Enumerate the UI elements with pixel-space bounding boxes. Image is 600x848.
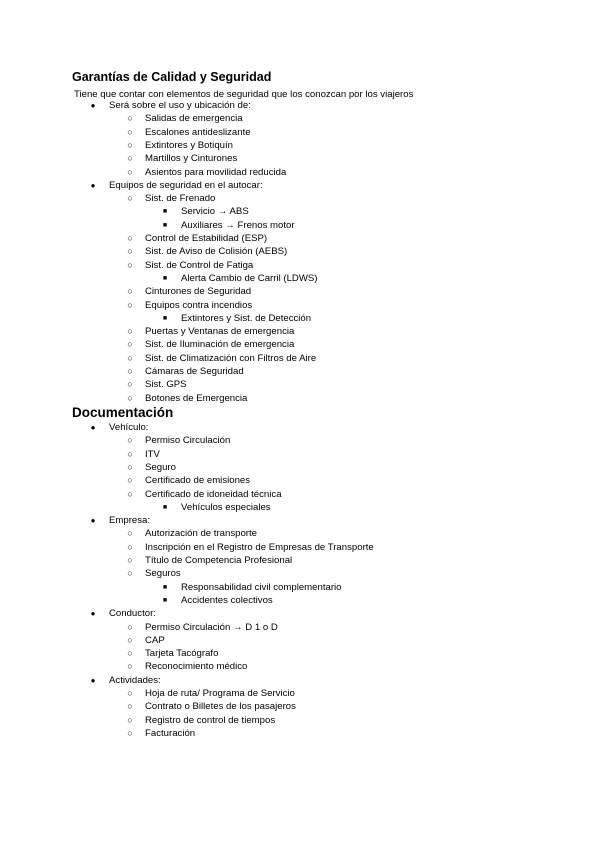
hollow-circle-bullet-icon: ○ xyxy=(127,379,133,390)
list-item-text: Alerta Cambio de Carril (LDWS) xyxy=(181,272,318,284)
filled-circle-bullet-icon: ● xyxy=(90,609,96,619)
hollow-circle-bullet-icon: ○ xyxy=(127,621,133,632)
hollow-circle-bullet-icon: ○ xyxy=(127,701,133,712)
list-item-text: Sist. de Iluminación de emergencia xyxy=(145,339,295,351)
square-bullet-icon: ■ xyxy=(162,503,168,511)
list-item-text: Hoja de ruta/ Programa de Servicio xyxy=(145,688,295,699)
list-item-text: Sist. de Control de Fatiga xyxy=(145,259,254,271)
list-item-text: Seguros xyxy=(145,568,181,580)
square-bullet-icon: ■ xyxy=(162,208,168,216)
hollow-circle-bullet-icon: ○ xyxy=(127,286,133,297)
list-item-text: Inscripción en el Registro de Empresas de Transporte xyxy=(145,541,374,553)
square-bullet-icon: ■ xyxy=(162,583,168,591)
list-item-text: Martillos y Cinturones xyxy=(145,153,238,165)
list-item-text: Escalones antideslizante xyxy=(145,126,251,138)
hollow-circle-bullet-icon: ○ xyxy=(127,193,133,204)
square-bullet-icon: ■ xyxy=(162,314,168,322)
list-item-text: Vehículos especiales xyxy=(181,501,271,513)
list-item-text: Vehículo: xyxy=(109,422,149,433)
list-item-text: Seguro xyxy=(145,461,176,473)
square-bullet-icon: ■ xyxy=(162,274,168,282)
list-item-text: Tarjeta Tacógrafo xyxy=(145,648,219,660)
list-item-text: Asientos para movilidad reducida xyxy=(145,166,287,178)
list-item-text: ITV xyxy=(145,448,160,460)
hollow-circle-bullet-icon: ○ xyxy=(127,435,133,446)
hollow-circle-bullet-icon: ○ xyxy=(127,299,133,310)
list-item-text: Accidentes colectivos xyxy=(181,594,273,606)
hollow-circle-bullet-icon: ○ xyxy=(127,555,133,565)
list-item-text: Extintores y Sist. de Detección xyxy=(181,312,312,324)
list-item-text: Reconocimiento médico xyxy=(145,661,248,673)
list-item-text: Salidas de emergencia xyxy=(145,113,243,125)
filled-circle-bullet-icon: ● xyxy=(90,675,96,685)
list-item-text: Facturación xyxy=(145,727,196,739)
hollow-circle-bullet-icon: ○ xyxy=(127,339,133,350)
list-item-text: Sist. de Climatización con Filtros de Aire xyxy=(145,352,317,364)
hollow-circle-bullet-icon: ○ xyxy=(127,126,133,137)
list-item-text: Botones de Emergencia xyxy=(145,392,248,404)
square-bullet-icon: ■ xyxy=(162,596,168,604)
list-item-text: Extintores y Botiquín xyxy=(145,139,233,151)
list-item-text: Puertas y Ventanas de emergencia xyxy=(145,326,295,338)
section-title-quality-safety: Garantías de Calidad y Seguridad xyxy=(72,70,272,84)
hollow-circle-bullet-icon: ○ xyxy=(127,541,133,552)
list-item-text: Permiso Circulación → D 1 o D xyxy=(145,621,278,633)
filled-circle-bullet-icon: ● xyxy=(90,101,96,110)
list-item-text: Conductor: xyxy=(109,608,156,620)
hollow-circle-bullet-icon: ○ xyxy=(127,366,133,376)
list-item-text: Será sobre el uso y ubicación de: xyxy=(109,100,251,111)
list-item-text: CAP xyxy=(145,634,165,646)
hollow-circle-bullet-icon: ○ xyxy=(127,352,133,363)
hollow-circle-bullet-icon: ○ xyxy=(127,448,133,459)
list-item-text: Sist. de Aviso de Colisión (AEBS) xyxy=(145,246,288,258)
list-item-text: Actividades: xyxy=(109,674,161,686)
hollow-circle-bullet-icon: ○ xyxy=(127,688,133,698)
list-item-text: Sist. GPS xyxy=(145,379,187,391)
section-intro: Tiene que contar con elementos de seguridad que los conozcan por los viajeros xyxy=(74,89,414,100)
list-item-text: Certificado de emisiones xyxy=(145,475,251,487)
list-item-text: Cámaras de Seguridad xyxy=(145,366,244,377)
list-item-text: Equipos de seguridad en el autocar: xyxy=(109,179,263,191)
section-title-documentation: Documentación xyxy=(72,405,174,420)
hollow-circle-bullet-icon: ○ xyxy=(127,392,133,403)
list-item-text: Auxiliares → Frenos motor xyxy=(181,219,295,231)
hollow-circle-bullet-icon: ○ xyxy=(127,727,133,738)
hollow-circle-bullet-icon: ○ xyxy=(127,461,133,472)
hollow-circle-bullet-icon: ○ xyxy=(127,139,133,150)
hollow-circle-bullet-icon: ○ xyxy=(127,528,133,539)
list-item-text: Sist. de Frenado xyxy=(145,193,216,205)
hollow-circle-bullet-icon: ○ xyxy=(127,153,133,164)
hollow-circle-bullet-icon: ○ xyxy=(127,326,133,337)
list-item-text: Equipos contra incendios xyxy=(145,299,253,311)
list-item-text: Autorización de transporte xyxy=(145,528,257,540)
list-item-text: Control de Estabilidad (ESP) xyxy=(145,233,268,244)
list-item-text: Cinturones de Seguridad xyxy=(145,286,252,298)
list-item-text: Servicio → ABS xyxy=(181,206,249,218)
list-item-text: Responsabilidad civil complementario xyxy=(181,581,342,593)
hollow-circle-bullet-icon: ○ xyxy=(127,475,133,486)
list-item-text: Permiso Circulación xyxy=(145,435,231,447)
hollow-circle-bullet-icon: ○ xyxy=(127,634,133,645)
hollow-circle-bullet-icon: ○ xyxy=(127,568,133,579)
list-item-text: Empresa: xyxy=(109,515,151,527)
square-bullet-icon: ■ xyxy=(162,221,168,229)
hollow-circle-bullet-icon: ○ xyxy=(127,488,133,499)
list-item-text: Certificado de idoneidad técnica xyxy=(145,488,282,500)
hollow-circle-bullet-icon: ○ xyxy=(127,166,133,177)
hollow-circle-bullet-icon: ○ xyxy=(127,113,133,124)
filled-circle-bullet-icon: ● xyxy=(90,180,96,190)
filled-circle-bullet-icon: ● xyxy=(90,516,96,526)
list-item-text: Título de Competencia Profesional xyxy=(145,555,293,566)
list-item-text: Registro de control de tiempos xyxy=(145,714,276,726)
hollow-circle-bullet-icon: ○ xyxy=(127,661,133,672)
hollow-circle-bullet-icon: ○ xyxy=(127,648,133,659)
hollow-circle-bullet-icon: ○ xyxy=(127,714,133,725)
hollow-circle-bullet-icon: ○ xyxy=(127,233,133,243)
hollow-circle-bullet-icon: ○ xyxy=(127,246,133,257)
list-item-text: Contrato o Billetes de los pasajeros xyxy=(145,701,296,713)
filled-circle-bullet-icon: ● xyxy=(90,423,96,432)
hollow-circle-bullet-icon: ○ xyxy=(127,259,133,270)
